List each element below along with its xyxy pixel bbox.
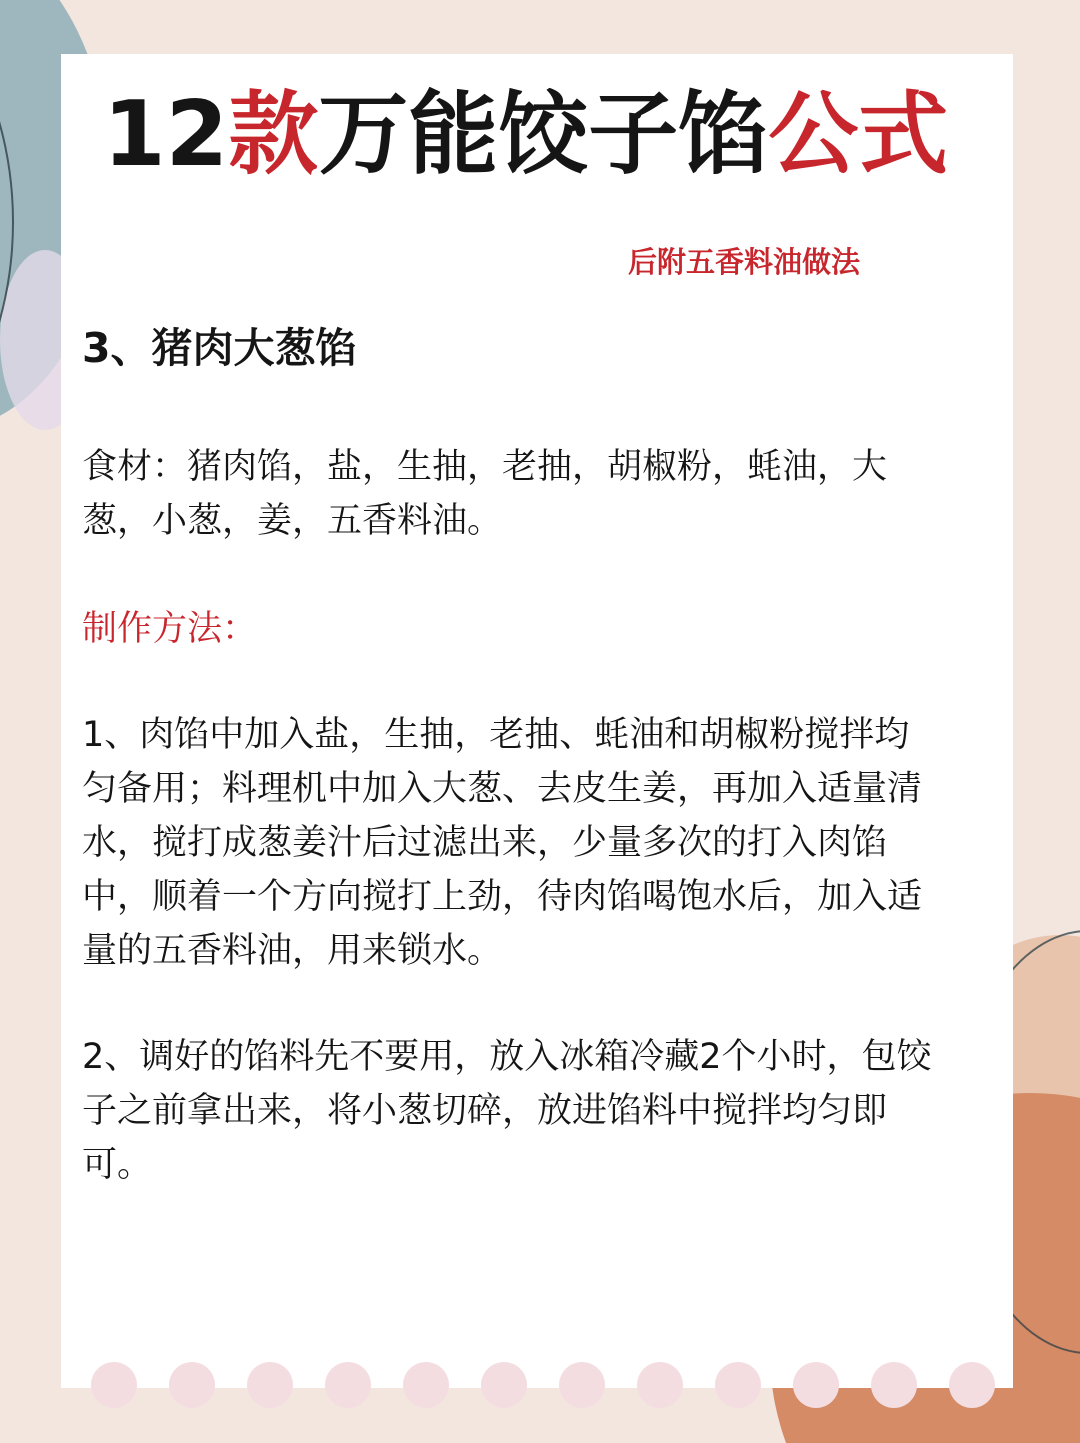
step-1-line-3: 水，搅打成葱姜汁后过滤出来，少量多次的打入肉馅: [82, 823, 888, 863]
title-highlight-count: 款: [228, 82, 319, 187]
subtitle-note: 后附五香料油做法: [628, 245, 861, 279]
step-1-line-1: 1、肉馅中加入盐，生抽，老抽、蚝油和胡椒粉搅拌均: [82, 715, 910, 755]
step-2-line-1: 2、调好的馅料先不要用，放入冰箱冷藏2个小时，包饺: [82, 1037, 932, 1077]
title-highlight-formula: 公式: [768, 82, 949, 187]
ingredients-line-2: 葱，小葱，姜，五香料油。: [82, 501, 503, 541]
ingredients-line-1: 食材：猪肉馅，盐，生抽，老抽，胡椒粉，蚝油，大: [82, 447, 888, 487]
title-number: 12: [103, 82, 229, 187]
recipe-section-title: 3、猪肉大葱馅: [82, 324, 357, 372]
step-1-line-5: 量的五香料油，用来锁水。: [82, 931, 503, 971]
step-1-line-4: 中，顺着一个方向搅打上劲，待肉馅喝饱水后，加入适: [82, 877, 923, 917]
step-2-line-3: 可。: [82, 1145, 153, 1185]
page-title: [103, 82, 949, 187]
step-1-line-2: 匀备用；料理机中加入大葱、去皮生姜，再加入适量清: [82, 769, 923, 809]
method-label: 制作方法：: [82, 609, 258, 649]
title-main-text: 万能饺子馅: [318, 82, 769, 187]
step-2-line-2: 子之前拿出来，将小葱切碎，放进馅料中搅拌均匀即: [82, 1091, 888, 1131]
